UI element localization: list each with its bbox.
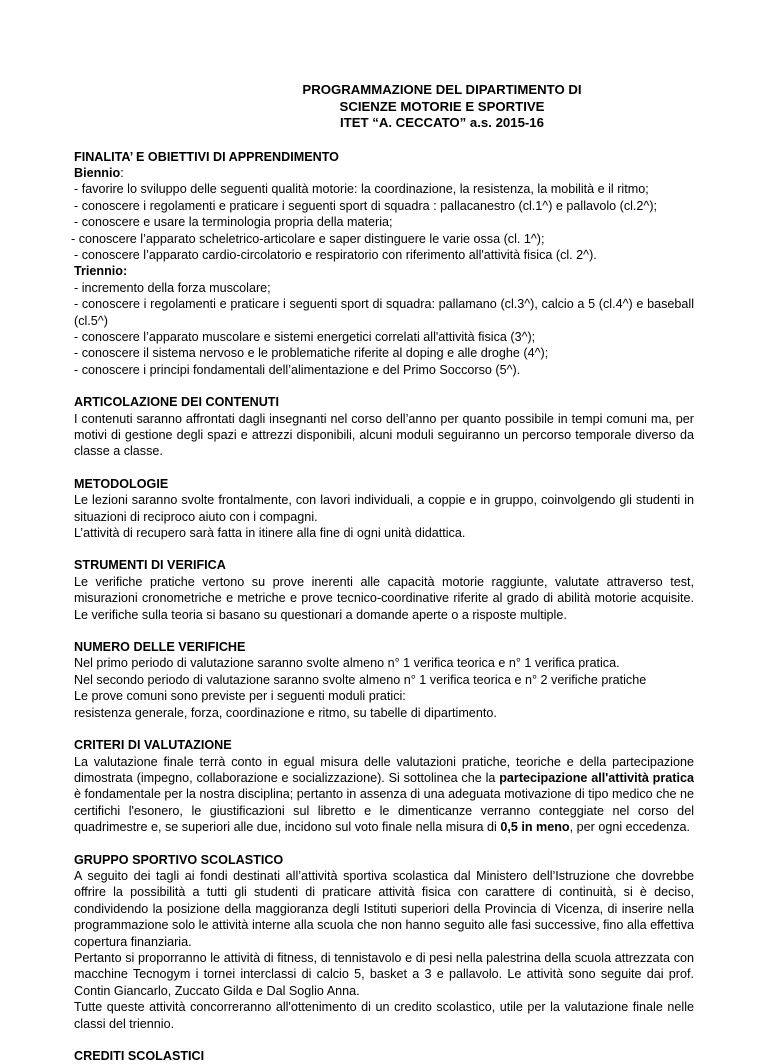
section-heading-gruppo: GRUPPO SPORTIVO SCOLASTICO bbox=[74, 852, 694, 868]
title-line-2: SCIENZE MOTORIE E SPORTIVE bbox=[190, 99, 694, 116]
metodologie-text: L’attività di recupero sarà fatta in itinere alla fine di ogni unità didattica. bbox=[74, 525, 694, 541]
numero-line: Le prove comuni sono previste per i seguenti moduli pratici: bbox=[74, 688, 694, 704]
biennio-item: - conoscere e usare la terminologia propria della materia; bbox=[74, 214, 694, 230]
section-numero bbox=[74, 639, 694, 721]
section-strumenti bbox=[74, 557, 694, 623]
criteri-text: La valutazione finale terrà conto in egual misura delle valutazioni pratiche, teoriche e della partecipazione dimostrata (impegno, collaborazione e socializzazione). Si sottolinea che la partecipazione all'attività pratica è fondamentale per la nostra disciplina; pertanto in assenza di una adeguata motivazione di tipo medico che ne certifichi l'esonero, le giustificazioni sul libretto e le dimenticanze verranno conteggiate nel corso del quadrimestre e, se superiori alle due, incidono sul voto finale nella misura di 0,5 in meno, per ogni eccedenza. bbox=[74, 754, 694, 836]
criteri-emphasis: 0,5 in meno bbox=[500, 820, 569, 834]
numero-line: Nel secondo periodo di valutazione saranno svolte almeno n° 1 verifica teorica e n° 2 verifiche pratiche bbox=[74, 672, 694, 688]
numero-line: resistenza generale, forza, coordinazione e ritmo, su tabelle di dipartimento. bbox=[74, 705, 694, 721]
biennio-item: - favorire lo sviluppo delle seguenti qualità motorie: la coordinazione, la resistenza, la mobilità e il ritmo; bbox=[74, 181, 694, 197]
triennio-item: - conoscere i regolamenti e praticare i seguenti sport di squadra: pallamano (cl.3^), calcio a 5 (cl.4^) e baseball (cl.5^) bbox=[74, 296, 694, 329]
gruppo-text: Pertanto si proporranno le attività di fitness, di tennistavolo e di pesi nella palestrina della scuola attrezzata con macchine Tecnogym i tornei interclassi di calcio 5, basket a 3 e pallavolo. Le attività sono seguite dai prof. Contin Giancarlo, Zuccato Gilda e Dal Soglio Anna. bbox=[74, 950, 694, 999]
section-heading-crediti: CREDITI SCOLASTICI bbox=[74, 1048, 694, 1064]
title-line-3: ITET “A. CECCATO” a.s. 2015-16 bbox=[190, 115, 694, 132]
section-crediti bbox=[74, 1048, 694, 1064]
triennio-label: Triennio: bbox=[74, 263, 694, 279]
numero-line: Nel primo periodo di valutazione saranno svolte almeno n° 1 verifica teorica e n° 1 verifica pratica. bbox=[74, 655, 694, 671]
criteri-emphasis: partecipazione all'attività pratica bbox=[499, 771, 694, 785]
triennio-item: - conoscere l’apparato muscolare e sistemi energetici correlati all'attività fisica (3^); bbox=[74, 329, 694, 345]
articolazione-text: I contenuti saranno affrontati dagli insegnanti nel corso dell’anno per quanto possibile in tempi comuni ma, per motivi di gestione degli spazi e attrezzi disponibili, alcuni moduli seguiranno un percorso temporale diverso da classe a classe. bbox=[74, 411, 694, 460]
triennio-item: - conoscere il sistema nervoso e le problematiche riferite al doping e alle droghe (4^); bbox=[74, 345, 694, 361]
title-line-1: PROGRAMMAZIONE DEL DIPARTIMENTO DI bbox=[190, 82, 694, 99]
document-page bbox=[74, 0, 694, 1064]
section-criteri bbox=[74, 737, 694, 835]
strumenti-text: Le verifiche pratiche vertono su prove inerenti alle capacità motorie raggiunte, valutate attraverso test, misurazioni cronometriche e metriche e prove tecnico-coordinative riferite al grado di abilità motorie acquisite. Le verifiche sulla teoria si basano su questionari a domande aperte o a risposte multiple. bbox=[74, 574, 694, 623]
gruppo-text: Tutte queste attività concorreranno all'ottenimento di un credito scolastico, utile per la valutazione finale nelle classi del triennio. bbox=[74, 999, 694, 1032]
biennio-item: - conoscere l’apparato scheletrico-articolare e saper distinguere le varie ossa (cl. 1^); bbox=[71, 231, 694, 247]
triennio-item: - incremento della forza muscolare; bbox=[74, 280, 694, 296]
biennio-item: - conoscere l’apparato cardio-circolatorio e respiratorio con riferimento all'attività fisica (cl. 2^). bbox=[74, 247, 694, 263]
document-title bbox=[74, 82, 694, 132]
biennio-label: Biennio: bbox=[74, 165, 694, 181]
section-heading-articolazione: ARTICOLAZIONE DEI CONTENUTI bbox=[74, 394, 694, 410]
gruppo-text: A seguito dei tagli ai fondi destinati all’attività sportiva scolastica dal Ministero dell’Istruzione che dovrebbe offrire la possibilità a tutti gli studenti di praticare attività fisica con carattere di continuità, si è deciso, condividendo la posizione della maggioranza degli Istituti superiori della Provincia di Vicenza, di inserire nella programmazione solo le attività interne alla scuola che non hanno seguito alle fasi successive, fino alla effettiva copertura finanziaria. bbox=[74, 868, 694, 950]
section-gruppo bbox=[74, 852, 694, 1032]
metodologie-text: Le lezioni saranno svolte frontalmente, con lavori individuali, a coppie e in gruppo, coinvolgendo gli studenti in situazioni di reciproco aiuto con i compagni. bbox=[74, 492, 694, 525]
section-heading-finalita: FINALITA’ E OBIETTIVI DI APPRENDIMENTO bbox=[74, 149, 694, 165]
section-heading-criteri: CRITERI DI VALUTAZIONE bbox=[74, 737, 694, 753]
triennio-item: - conoscere i principi fondamentali dell’alimentazione e del Primo Soccorso (5^). bbox=[74, 362, 694, 378]
document-body bbox=[74, 149, 694, 1064]
section-heading-strumenti: STRUMENTI DI VERIFICA bbox=[74, 557, 694, 573]
section-articolazione bbox=[74, 394, 694, 460]
biennio-item: - conoscere i regolamenti e praticare i seguenti sport di squadra : pallacanestro (cl.1^) e pallavolo (cl.2^); bbox=[74, 198, 694, 214]
section-heading-metodologie: METODOLOGIE bbox=[74, 476, 694, 492]
section-heading-numero: NUMERO DELLE VERIFICHE bbox=[74, 639, 694, 655]
section-metodologie bbox=[74, 476, 694, 542]
section-finalita bbox=[74, 149, 694, 379]
